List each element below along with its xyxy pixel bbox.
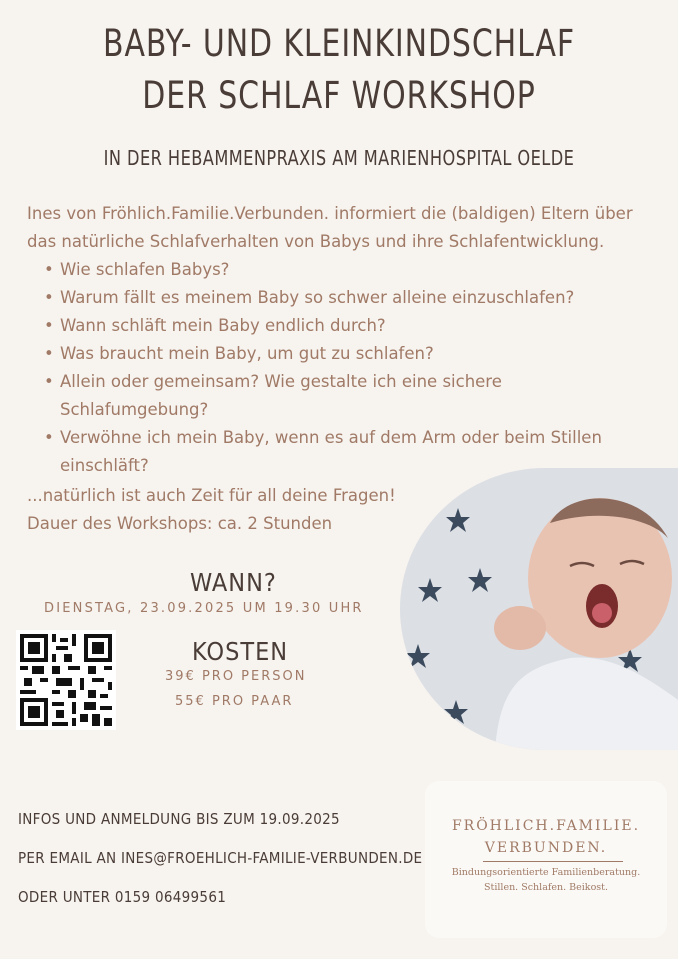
logo-tagline-2: Stillen. Schlafen. Beikost. bbox=[484, 882, 608, 893]
list-item: • Verwöhne ich mein Baby, wenn es auf dem Arm oder beim Stillen einschläft? bbox=[44, 424, 634, 480]
intro-text: Ines von Fröhlich.Familie.Verbunden. informiert die (baldigen) Eltern über das natürliche Schlafverhalten von Babys und ihre Schlafentwicklung. bbox=[27, 204, 633, 251]
brand-logo bbox=[425, 781, 667, 938]
registration-deadline: INFOS UND ANMELDUNG BIS ZUM 19.09.2025 bbox=[18, 810, 340, 828]
price-person: 39€ PRO PERSON bbox=[165, 669, 307, 684]
baby-photo bbox=[400, 468, 678, 750]
logo-line-2: VERBUNDEN. bbox=[484, 840, 608, 856]
when-heading: WANN? bbox=[190, 568, 277, 597]
event-date: DIENSTAG, 23.09.2025 UM 19.30 UHR bbox=[44, 601, 364, 616]
subtitle: IN DER HEBAMMENPRAXIS AM MARIENHOSPITAL OELDE bbox=[103, 146, 575, 170]
title-line-2: DER SCHLAF WORKSHOP bbox=[142, 74, 536, 117]
contact-phone[interactable]: ODER UNTER 0159 06499561 bbox=[18, 888, 227, 906]
list-item: • Wie schlafen Babys? bbox=[44, 256, 634, 284]
logo-tagline-1: Bindungsorientierte Familienberatung. bbox=[451, 867, 641, 878]
cost-heading: KOSTEN bbox=[192, 637, 289, 666]
question-list bbox=[44, 256, 634, 480]
qr-code-icon[interactable] bbox=[16, 630, 116, 730]
closing-text: ...natürlich ist auch Zeit für all deine Fragen! bbox=[27, 486, 396, 505]
list-item: • Was braucht mein Baby, um gut zu schlafen? bbox=[44, 340, 634, 368]
price-couple: 55€ PRO PAAR bbox=[175, 694, 294, 709]
list-item: • Warum fällt es meinem Baby so schwer alleine einzuschlafen? bbox=[44, 284, 634, 312]
logo-divider bbox=[483, 861, 623, 862]
title-line-1: BABY- UND KLEINKINDSCHLAF bbox=[103, 22, 575, 65]
contact-email[interactable]: PER EMAIL AN INES@FROEHLICH-FAMILIE-VERBUNDEN.DE bbox=[18, 849, 423, 867]
logo-line-1: FRÖHLICH.FAMILIE. bbox=[451, 818, 641, 834]
duration-text: Dauer des Workshops: ca. 2 Stunden bbox=[27, 514, 333, 533]
list-item: • Allein oder gemeinsam? Wie gestalte ich eine sichere Schlafumgebung? bbox=[44, 368, 634, 424]
list-item: • Wann schläft mein Baby endlich durch? bbox=[44, 312, 634, 340]
